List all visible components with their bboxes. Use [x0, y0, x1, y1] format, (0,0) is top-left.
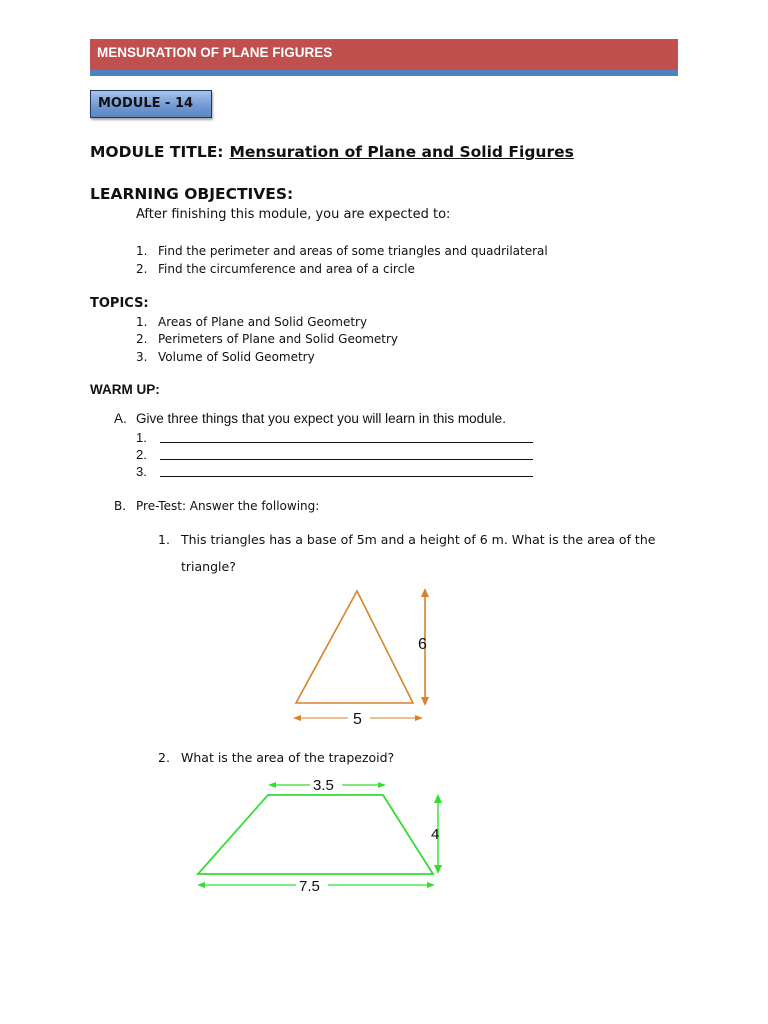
trapezoid-top-label: 3.5	[313, 777, 334, 794]
triangle-height-label: 6	[418, 636, 427, 653]
arrowhead-icon	[434, 794, 442, 803]
arrowhead-icon	[268, 782, 276, 788]
module-title-value: Mensuration of Plane and Solid Figures	[229, 143, 574, 161]
arrowhead-icon	[427, 882, 435, 888]
arrowhead-icon	[415, 715, 423, 721]
topics-heading: TOPICS:	[90, 296, 149, 311]
module-title	[90, 143, 574, 161]
header-stripe	[90, 70, 678, 76]
trapezoid-figure	[190, 772, 450, 897]
blank-line	[160, 442, 533, 443]
trapezoid-shape	[198, 795, 433, 874]
arrowhead-icon	[197, 882, 205, 888]
module-badge	[90, 90, 212, 118]
learning-objectives-intro: After finishing this module, you are expected to:	[136, 207, 451, 222]
header-bar	[90, 39, 678, 70]
triangle-shape	[296, 591, 413, 703]
learning-objectives-heading: LEARNING OBJECTIVES:	[90, 185, 294, 203]
arrowhead-icon	[421, 697, 429, 706]
triangle-figure	[280, 580, 450, 730]
blank-line	[160, 459, 533, 460]
triangle-base-label: 5	[353, 711, 362, 728]
blank-line	[160, 476, 533, 477]
module-title-label: MODULE TITLE:	[90, 143, 224, 161]
header-title: MENSURATION OF PLANE FIGURES	[97, 45, 333, 60]
arrowhead-icon	[293, 715, 301, 721]
arrowhead-icon	[421, 588, 429, 597]
trapezoid-bottom-label: 7.5	[299, 878, 320, 895]
arrowhead-icon	[434, 865, 442, 874]
warm-up-heading: WARM UP:	[90, 382, 160, 397]
arrowhead-icon	[378, 782, 386, 788]
module-label: MODULE - 14	[98, 96, 194, 111]
trapezoid-height-label: 4	[431, 826, 440, 843]
